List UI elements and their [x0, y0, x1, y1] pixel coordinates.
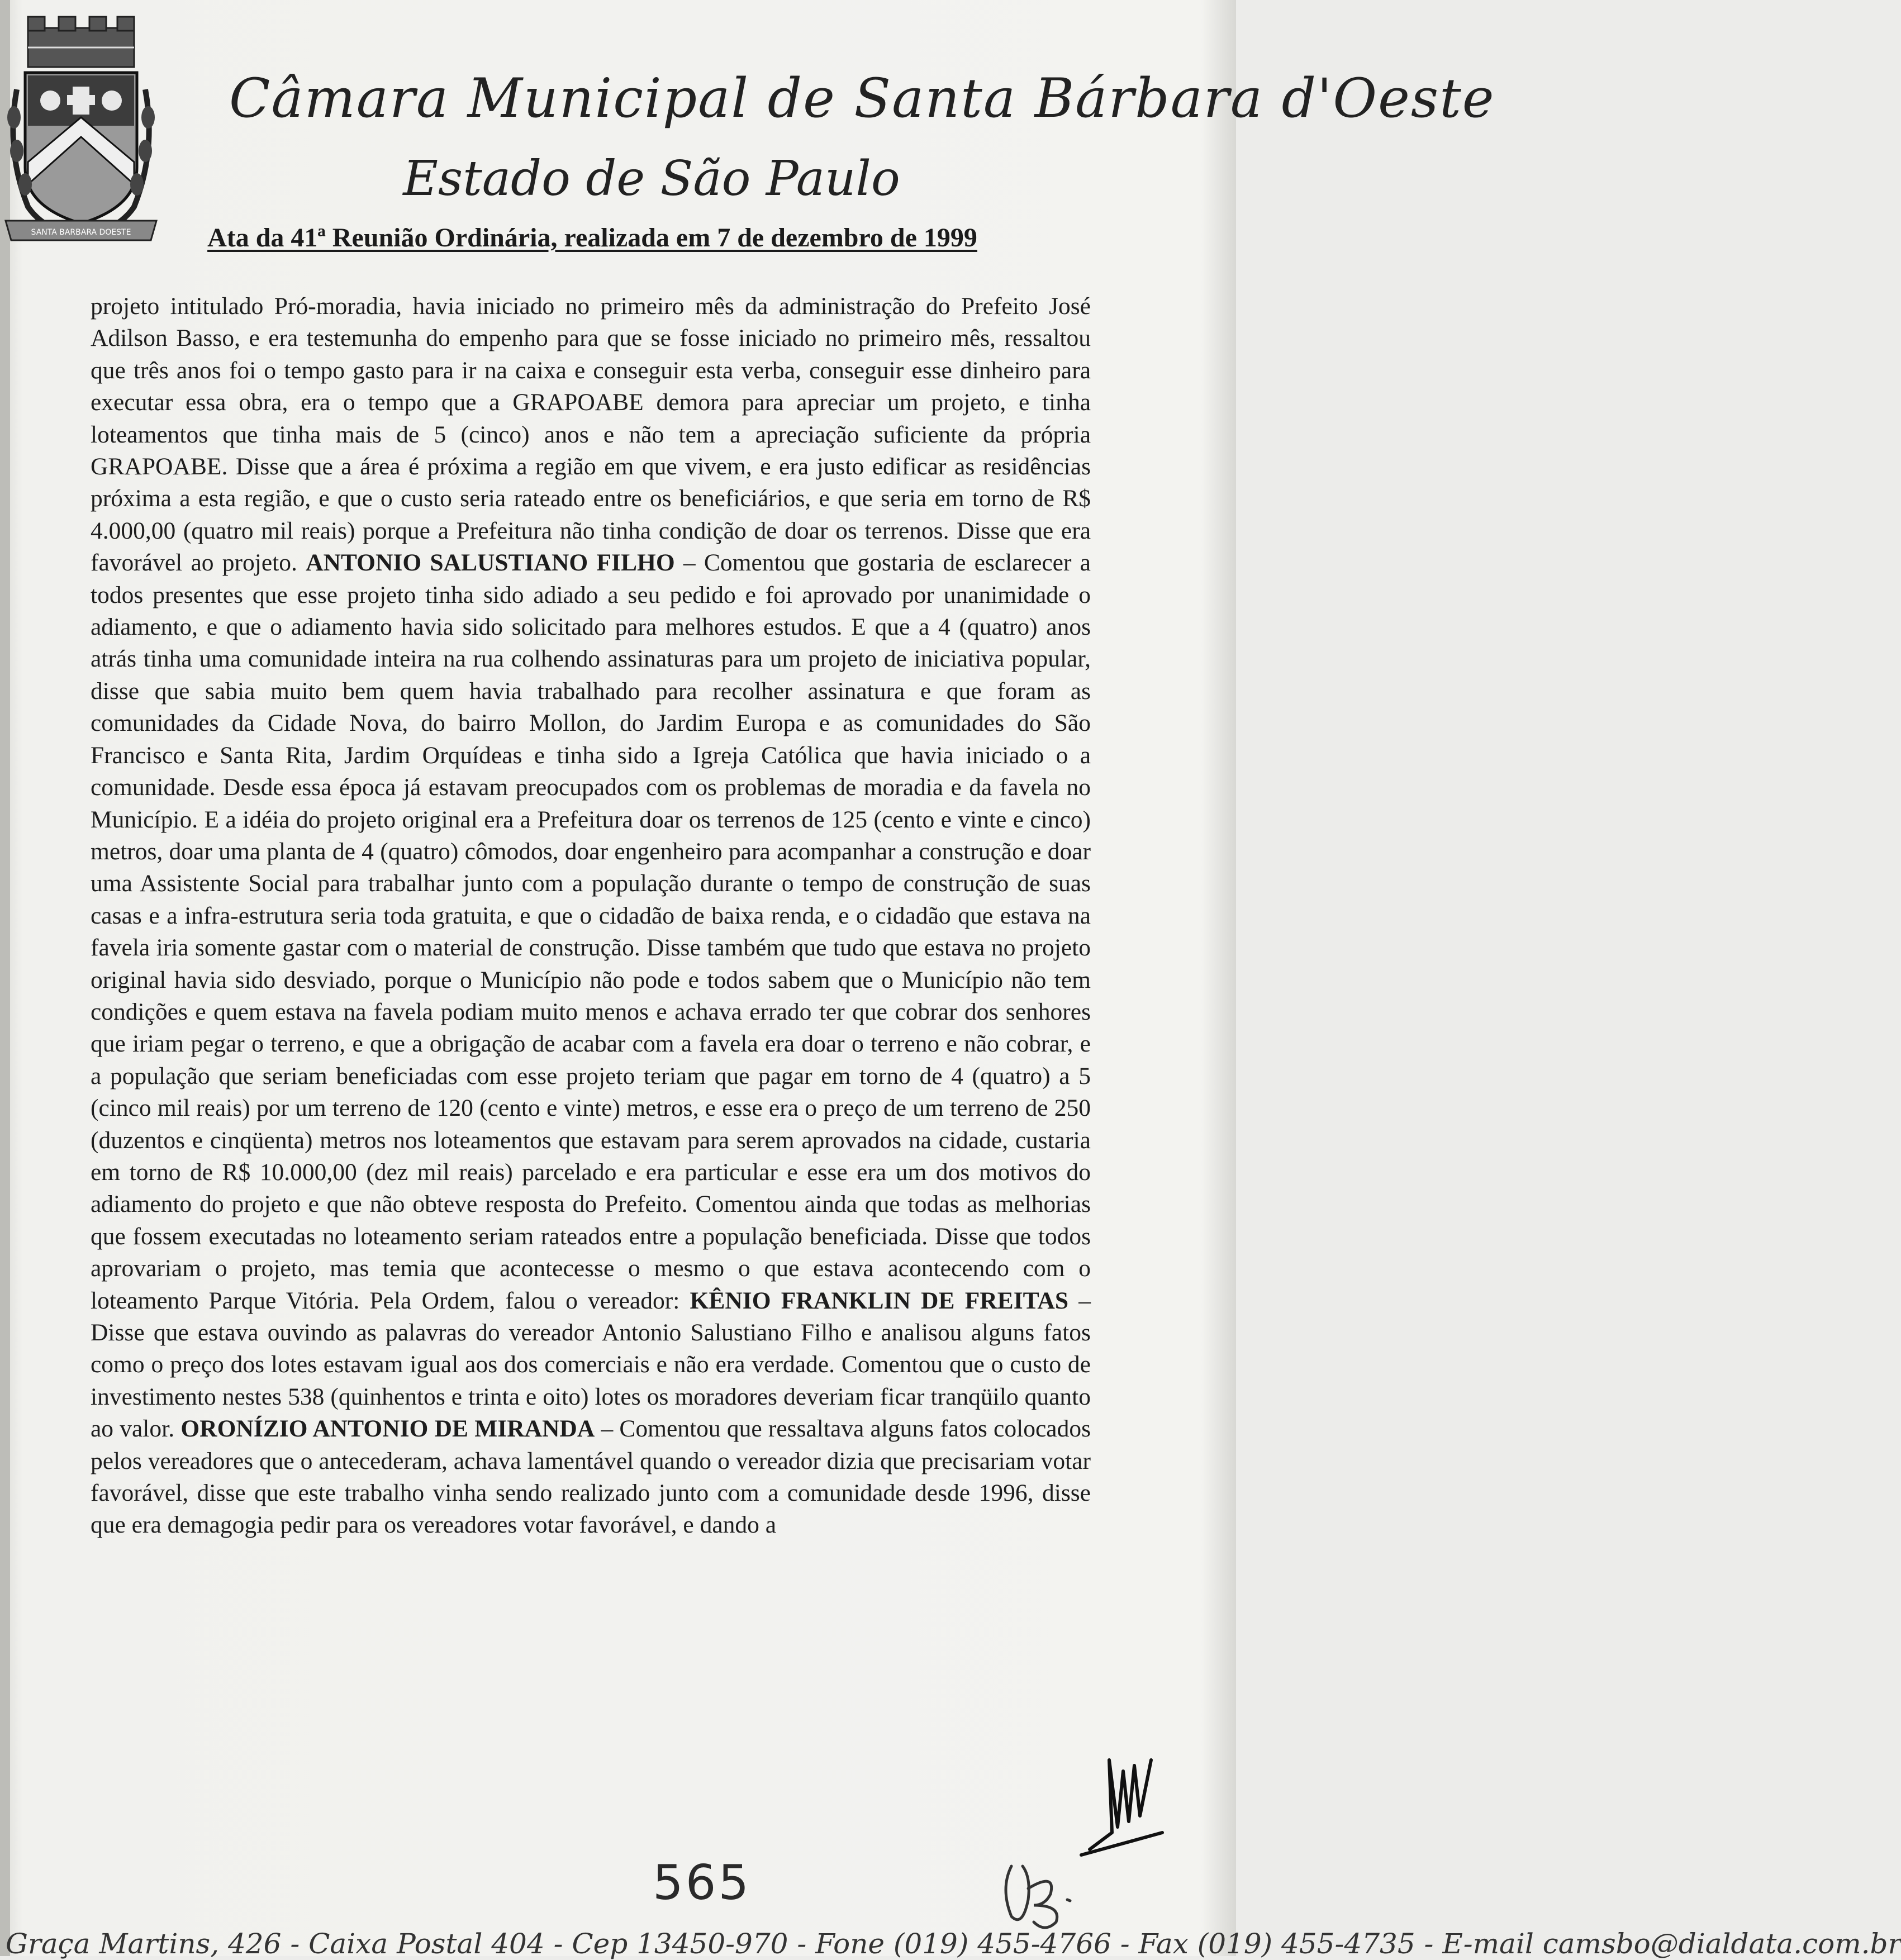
minutes-body — [91, 291, 1091, 1542]
signature-initials-1 — [1078, 1749, 1168, 1861]
minutes-title: Ata da 41ª Reunião Ordinária, realizada em 7 de dezembro de 1999 — [207, 223, 977, 253]
page-number: 565 — [653, 1855, 752, 1911]
body-text-segment-3: – Disse que estava ouvindo as palavras do vereador Antonio Salustiano Filho e analisou alguns fatos como o preço dos lotes estavam igual aos dos comerciais e não era verdade. Comentou que o custo de investimento nestes 538 (quinhentos e trinta e oito) lotes os moradores deveriam ficar tranqüilo quanto ao valor. — [91, 1287, 1091, 1443]
speaker-name-salustiano: ANTONIO SALUSTIANO FILHO — [306, 549, 675, 577]
footer-address-text: Graça Martins, 426 - Caixa Postal 404 - Cep 13450-970 - Fone (019) 455-4766 - Fax (019) 455-4735 - E-mail camsbo@dialdata.com.br — [6, 1928, 1901, 1960]
body-text-segment-4: – Comentou que ressaltava alguns fatos colocados pelos vereadores que o antecederam, achava lamentável quando o vereador dizia que precisariam votar favorável, disse que este trabalho vinha sendo realizado junto com a comunidade desde 1996, disse que era demagogia pedir para os vereadores votar favorável, e dando a — [91, 1415, 1091, 1539]
footer-address — [0, 1911, 1901, 1960]
body-text-segment-1: projeto intitulado Pró-moradia, havia iniciado no primeiro mês da administração do Prefeito José Adilson Basso, e era testemunha do empenho para que se fosse iniciado no primeiro mês, ressaltou que três anos foi o tempo gasto para ir na caixa e conseguir esta verba, conseguir esse dinheiro para executar essa obra, era o tempo que a GRAPOABE demora para apreciar um projeto, e tinha loteamentos que tinha mais de 5 (cinco) anos e não tem a apreciação suficiente da própria GRAPOABE. Disse que a área é próxima a região em que vivem, e era justo edificar as residências próxima a esta região, e que o custo seria rateado entre os beneficiários, e que seria em torno de R$ 4.000,00 (quatro mil reais) porque a Prefeitura não tinha condição de doar os terrenos. Disse que era favorável ao projeto. — [91, 293, 1091, 577]
speaker-name-oronizio: ORONÍZIO ANTONIO DE MIRANDA — [180, 1415, 595, 1443]
page-edge-shadow — [0, 0, 10, 1956]
state-subtitle: Estado de São Paulo — [403, 151, 900, 207]
coat-of-arms-icon — [6, 17, 156, 240]
crest-ribbon-text: SANTA BARBARA DOESTE — [31, 228, 131, 237]
body-text-segment-2: – Comentou que gostaria de esclarecer a todos presentes que esse projeto tinha sido adiado a seu pedido e foi aprovado por unanimidade o adiamento, e que o adiamento havia sido solicitado para melhores estudos. E que a 4 (quatro) anos atrás tinha uma comunidade inteira na rua colhendo assinaturas para um projeto de iniciativa popular, disse que sabia muito bem quem havia trabalhado para recolher assinatura e que foram as comunidades da Cidade Nova, do bairro Mollon, do Jardim Europa e as comunidades do São Francisco e Santa Rita, Jardim Orquídeas e tinha sido a Igreja Católica que havia iniciado o a comunidade. Desde essa época já estavam preocupados com os problemas de moradia e da favela no Município. E a idéia do projeto original era a Prefeitura doar os terrenos de 125 (cento e vinte e cinco) metros, doar uma planta de 4 (quatro) cômodos, doar engenheiro para acompanhar a construção e doar uma Assistente Social para trabalhar junto com a população durante o tempo de construção de suas casas e a infra-estrutura seria toda gratuita, e que o cidadão de baixa renda, e o cidadão que estava na favela iria somente gastar com o material de construção. Disse também que tudo que estava no projeto original havia sido desviado, porque o Município não pode e todos sabem que o Município não tem condições e quem estava na favela podiam muito menos e achava errado ter que cobrar dos senhores que iriam pegar o terreno, e que a obrigação de acabar com a favela era doar o terreno e não cobrar, e a população que seriam beneficiadas com esse projeto teriam que pagar em torno de 4 (quatro) a 5 (cinco mil reais) por um terreno de 120 (cento e vinte) metros, e esse era o preço de um terreno de 250 (duzentos e cinqüenta) metros nos loteamentos que estavam para serem aprovados na cidade, custaria em torno de R$ 10.000,00 (dez mil reais) parcelado e era particular e esse era um dos motivos do adiamento do projeto e que não obteve resposta do Prefeito. Comentou ainda que todas as melhorias que fossem executadas no loteamento seriam rateados entre a população beneficiada. Disse que todos aprovariam o projeto, mas temia que acontecesse o mesmo o que estava acontecendo com o loteamento Parque Vitória. Pela Ordem, falou o vereador: — [91, 549, 1091, 1314]
minutes-paragraph — [91, 291, 1091, 1542]
speaker-name-kenio: KÊNIO FRANKLIN DE FREITAS — [690, 1287, 1069, 1314]
chamber-title: Câmara Municipal de Santa Bárbara d'Oeste — [229, 67, 1495, 130]
